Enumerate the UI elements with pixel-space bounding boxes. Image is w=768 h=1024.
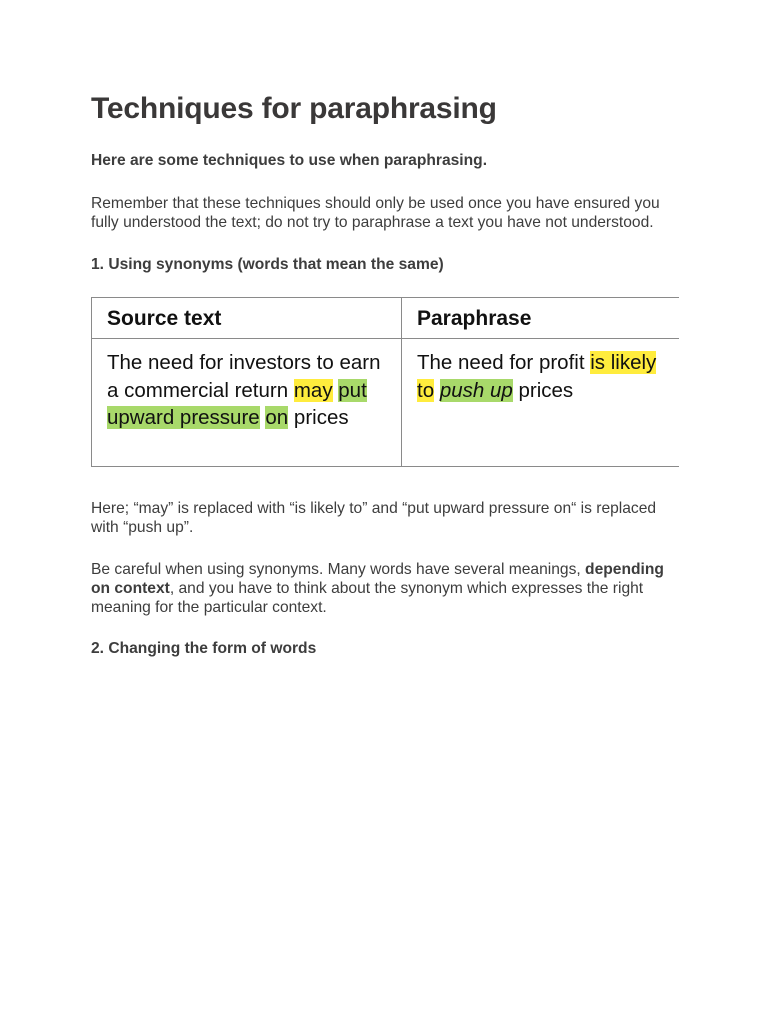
source-plain-text: The need for investors to earn a commercial return xyxy=(107,351,381,402)
careful-text-before: Be careful when using synonyms. Many words have several meanings, xyxy=(91,561,586,578)
section-heading-synonyms: 1. Using synonyms (words that mean the same) xyxy=(91,256,444,273)
section-heading-word-forms: 2. Changing the form of words xyxy=(91,640,317,657)
paraphrase-cell xyxy=(402,339,680,467)
careful-bold-text: depending on context xyxy=(91,561,664,597)
table-row xyxy=(92,339,680,467)
careful-paragraph xyxy=(91,560,681,617)
header-paraphrase: Paraphrase xyxy=(402,298,680,339)
page-title: Techniques for paraphrasing xyxy=(91,92,497,125)
remember-paragraph: Remember that these techniques should only be used once you have ensured you fully understood the text; do not try to paraphrase a text you have not understood. xyxy=(91,195,660,231)
synonyms-table xyxy=(91,297,679,467)
synonyms-table-image xyxy=(91,297,679,467)
source-text-cell xyxy=(92,339,402,467)
table-header-row xyxy=(92,298,680,339)
replacement-explanation: Here; “may” is replaced with “is likely to” and “put upward pressure on“ is replaced with “push up”. xyxy=(91,500,657,536)
paraphrase-prices: prices xyxy=(518,378,574,402)
highlight-is-likely: is likely xyxy=(590,351,657,374)
source-prices: prices xyxy=(293,406,349,429)
highlight-push-up: push up xyxy=(439,378,513,402)
highlight-on: on xyxy=(265,406,289,429)
intro-text: Here are some techniques to use when paraphrasing. xyxy=(91,152,488,169)
header-source-text: Source text xyxy=(92,298,402,339)
highlight-may: may xyxy=(293,378,333,402)
careful-text-after: , and you have to think about the synonym which expresses the right meaning for the particular context. xyxy=(91,580,644,616)
highlight-to: to xyxy=(417,378,435,402)
highlight-put-upward-pressure: put upward pressure xyxy=(107,378,367,429)
paraphrase-plain-text: The need for profit xyxy=(417,351,585,374)
